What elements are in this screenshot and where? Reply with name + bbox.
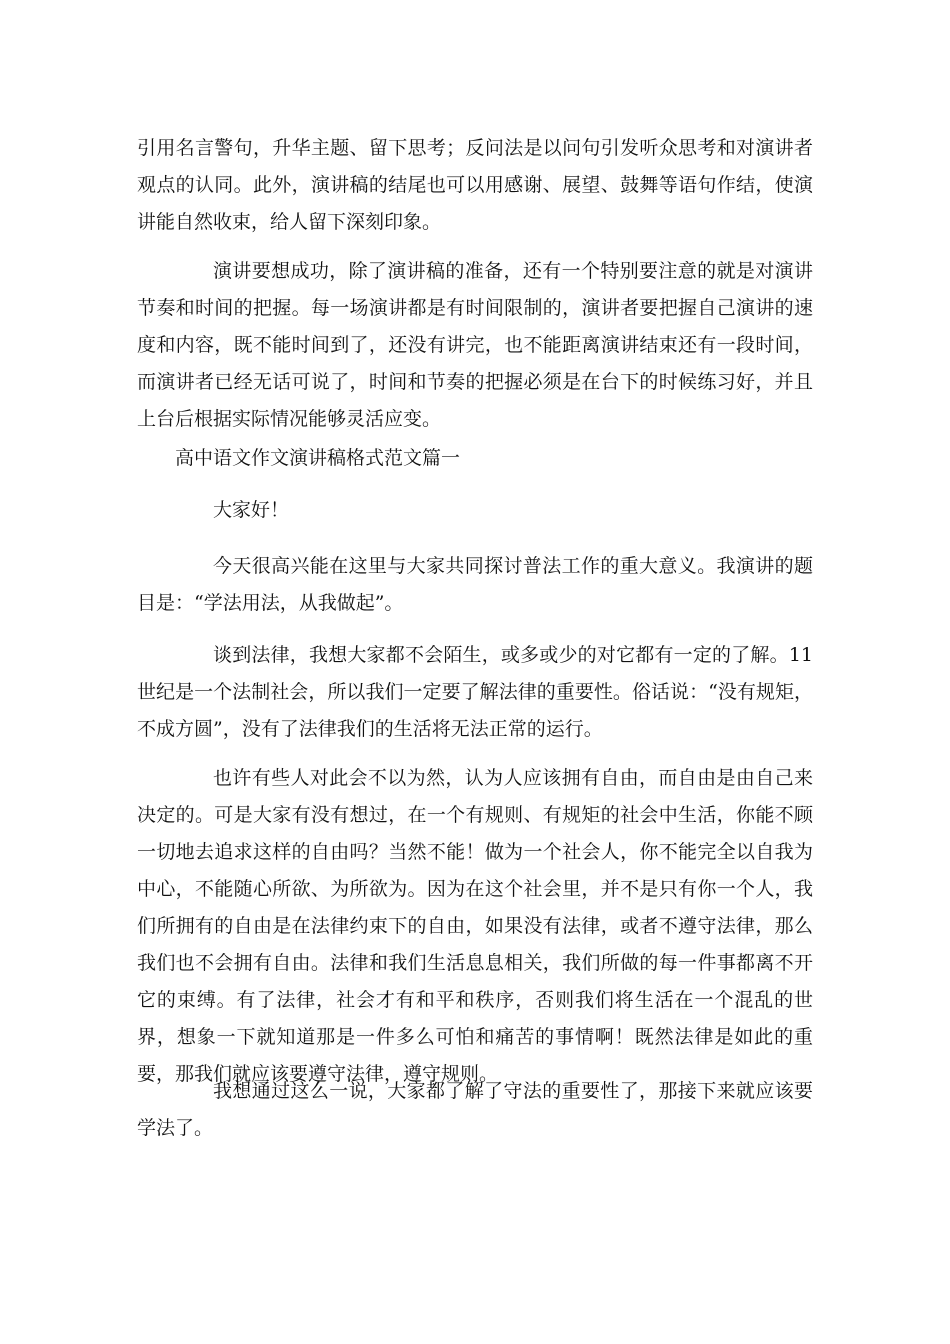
paragraph-learn-law: 我想通过这么一说，大家都了解了守法的重要性了，那接下来就应该要学法了。 [137,1080,813,1139]
section-heading: 高中语文作文演讲稿格式范文篇一 [175,447,461,469]
paragraph-law-importance: 谈到法律，我想大家都不会陌生，或多或少的对它都有一定的了解。11世纪是一个法制社会，所以我们一定要了解法律的重要性。俗话说：“没有规矩，不成方圆”，没有了法律我们的生活将无法正常的运行。 [137,644,813,740]
paragraph-timing-rhythm: 演讲要想成功，除了演讲稿的准备，还有一个特别要注意的就是对演讲节奏和时间的把握。每一场演讲都是有时间限制的，演讲者要把握自己演讲的速度和内容，既不能时间到了，还没有讲完，也不能距离演讲结束还有一段时间，而演讲者已经无话可说了，时间和节奏的把握必须是在台下的时候练习好，并且上台后根据实际情况能够灵活应变。 [137,260,813,430]
paragraph-introduction: 今天很高兴能在这里与大家共同探讨普法工作的重大意义。我演讲的题目是：“学法用法，从我做起”。 [137,555,813,614]
paragraph-freedom-and-law: 也许有些人对此会不以为然，认为人应该拥有自由，而自由是由自己来决定的。可是大家有没有想过，在一个有规则、有规矩的社会中生活，你能不顾一切地去追求这样的自由吗？当然不能！做为一个社会人，你不能完全以自我为中心，不能随心所欲、为所欲为。因为在这个社会里，并不是只有你一个人，我们所拥有的自由是在法律约束下的自由，如果没有法律，或者不遵守法律，那么我们也不会拥有自由。法律和我们生活息息相关，我们所做的每一件事都离不开它的束缚。有了法律，社会才有和平和秩序，否则我们将生活在一个混乱的世界，想象一下就知道那是一件多么可怕和痛苦的事情啊！既然法律是如此的重要，那我们就应该要遵守法律，遵守规则。 [137,767,813,1085]
paragraph-conclusion-methods: 引用名言警句，升华主题、留下思考；反问法是以问句引发听众思考和对演讲者观点的认同。此外，演讲稿的结尾也可以用感谢、展望、鼓舞等语句作结，使演讲能自然收束，给人留下深刻印象。 [137,137,813,233]
paragraph-greeting: 大家好！ [213,499,290,521]
